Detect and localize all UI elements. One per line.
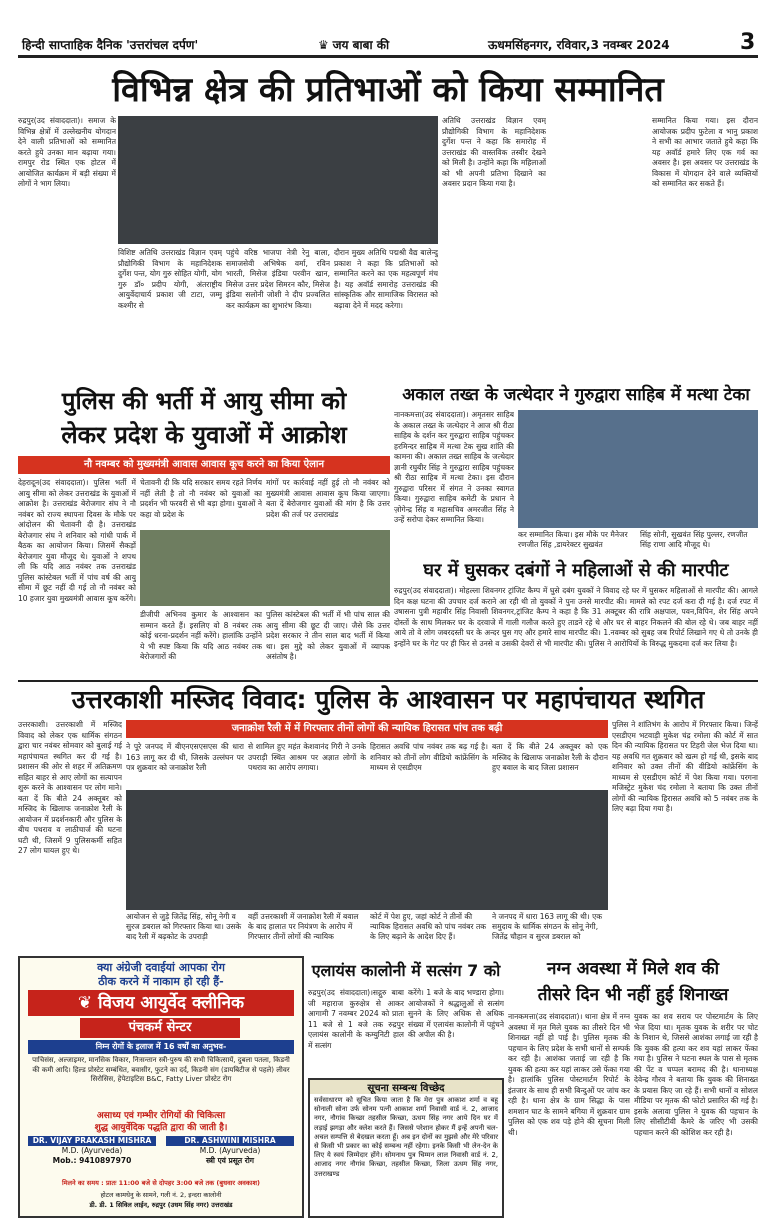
- date-line: ऊधमसिंहनगर, रविवार,3 नवम्बर 2024: [488, 38, 670, 52]
- story7-headline-line2: तीसरे दिन भी नहीं हुई शिनाख्त: [537, 985, 729, 1005]
- story2-headline-line1: पुलिस की भर्ती में आयु सीमा को: [61, 387, 347, 415]
- story1-col6: सम्मानित किया गया। इस दौरान आयोजक प्रदीप फुटेला व भानु प्रकाश ने सभी का आभार जताते हुये कहा कि यह अवॉर्ड हमारे लिए एक गर्व का अवसर है। इस अवसर पर उत्तराखंड के विकास में योगदान देने वाले व्यक्तियों को सम्मानित कर सकते हैं।: [652, 116, 758, 188]
- dr2-degree: M.D. (Ayurveda): [199, 1146, 261, 1155]
- dr1-degree: M.D. (Ayurveda): [61, 1146, 123, 1155]
- ad-top-line1: क्या अंग्रेजी दवाईयां आपका रोग: [97, 961, 225, 974]
- story2-subhead: नौ नवम्बर को मुख्यमंत्री आवास आवास कूच करने का किया ऐलान: [18, 456, 390, 474]
- notice-body: सर्वसाधारण को सूचित किया जाता है कि मेरा पुत्र आकाश शर्मा व बहू सोनाली सोना उर्फ सोनम पत्नी आकाश शर्मा निवासी वार्ड नं. 2, आजाद नगर, नौगांव किच्छा तहसील किच्छा, ऊधम सिंह नगर आये दिन घर में लड़ाई झगड़ा और क्लेश करते हैं। जिससे परेशान होकर मैं इन्हें अपनी चल-अचल सम्पत्ति से बेदखल करता हूँ। अब इन दोनों का मुझसे और मेरे परिवार से किसी भी प्रकार का कोई सम्बन्ध नहीं रहेगा। इनके किसी भी लेन-देन के लिए ये स्वयं जिम्मेदार होंगे। सोमनाथ पुत्र चिम्मन लाल निवासी वार्ड नं. 2, आजाद नगर नौगांव किच्छा, तहसील किच्छा, जिला ऊधम सिंह नगर, उत्तराखण्ड: [314, 1096, 498, 1178]
- ad-address1: होटल कामधेनु के सामने, गली नं. 2, इन्दरा कालोनी: [100, 1191, 222, 1199]
- story1-col1: रुद्रपुर(उद संवाददाता)। समाज के विभिन्न क्षेत्रों में उल्लेखनीय योगदान देने वाली प्रतिभाओं को सम्मानित करते हुये उनका मान बढ़ाया गया। रामपुर रोड स्थित एक होटल में आयोजित कार्यक्रम में बड़ी संख्या में लोगों ने भाग लिया।: [18, 116, 116, 188]
- story5-caption-c: कोर्ट में पेश हुए, जहां कोर्ट ने तीनों की न्यायिक हिरासत अवधि को पांच नवंबर तक के लिए बढ़ाने के आदेश दिए हैं।: [370, 912, 486, 941]
- story2-headline-line2: लेकर प्रदेश के युवाओं में आक्रोश: [61, 421, 347, 449]
- story3-headline: अकाल तख्त के जत्थेदार ने गुरुद्वारा साहिब में मत्था टेका: [402, 385, 750, 405]
- ad-timing: मिलने का समय : प्रातः 11:00 बजे से दोपहर 3:00 बजे तक (बुधवार अवकाश): [62, 1179, 260, 1187]
- award-photo: [118, 116, 438, 244]
- story2-col2: चेतावनी दी कि यदि सरकार समय रहते निर्णय नहीं लेती है तो नौ नवंबर को युवाओं का प्रदर्शन भी फरवरी से भी बड़ा होगा। युवाओं ने कहा वो प्रदेश के: [140, 478, 262, 519]
- story6-col1: रुद्रपुर(उद संवाददाता)।सद्गुरु बाबा जी महाराज कुरुक्षेत्र से आकर आगामी 7 नवम्बर 2024 को प्रातः 11 बजे से 1 बजे तक रुद्रपुर एलायंस कालोनी के कम्युनिटी हाल में सत्संग: [308, 988, 404, 1050]
- clinic-ad: [18, 956, 304, 1218]
- header-tagline: ♛ जय बाबा की: [318, 38, 390, 52]
- story4-headline: घर में घुसकर दबंगों ने महिलाओं से की मारपीट: [423, 560, 729, 581]
- story5-caption-a: आयोजन से जुड़े जितेंद्र सिंह, सोनू नेगी व सुरज डबराल को गिरफ्तार किया था। उसके बाद रैली में बढ़कोट के उपराड़ी: [126, 912, 242, 941]
- story5-col1: उत्तरकाशी। उत्तरकाशी में मस्जिद विवाद को लेकर एक धार्मिक संगठन द्वारा चार नवंबर सोमवार को बुलाई गई महापंचायत स्थगित कर दी गई है। प्रशासन की ओर से शहर में अतिक्रमण सहित बाहर से आए लोगों का सत्यापन शुरू करने के आश्वासन पर लोग माने। बता दें कि बीते 24 अक्तूबर को मस्जिद के खिलाफ जनाक्रोश रैली के आयोजन में प्रदर्शनकारी और पुलिस के बीच पथराव व लाठीचार्ज की घटना घटी थी, जिसमें 9 पुलिसकर्मी सहित 27 लोग घायल हुए थे।: [18, 720, 122, 855]
- story1-col5: अतिथि उत्तराखंड विज्ञान एवम् प्रौद्योगिकी विभाग के महानिदेशक दुर्गेश पन्त ने कहा कि समारोह में उत्तराखंड की वास्तविक तस्वीर देखने को मिली है। उन्होंने कहा कि महिलाओं को भी अपनी प्रतिभा दिखाने का अवसर प्रदान किया गया है।: [442, 116, 546, 188]
- ad-doctor2: [166, 1136, 294, 1176]
- page-header: [18, 30, 758, 58]
- story1-col4: दौरान मुख्य अतिथि पद्मश्री वैद्य बालेन्दु प्रकाश ने कहा कि प्रतिभाओं को सम्मानित करने का एक महत्वपूर्ण मंच है। यह अवॉर्ड समारोह उत्तराखंड की सांस्कृतिक और सामाजिक विरासत को बढ़ावा देने में मदद करेगा।: [334, 248, 438, 310]
- paper-name: हिन्दी साप्ताहिक दैनिक 'उत्तरांचल दर्पण': [22, 38, 199, 52]
- ad-services: पाचिसंस, अल्जाइमर, मानसिक विकार, निःसन्तान स्त्री-पुरुष की सभी चिकित्सायें, दुबला पतला, किडनी की कमी आदि। हिल्ड प्रोस्टेट सम्बंधित, बवासीर, फुटने का दर्द, किडनी संग (डायबिटीज से पहले) लीवर सिरोसिस, हेपेटाइटिस B&C, Fatty Liver प्रोस्टेट रोग: [32, 1056, 290, 1083]
- story5-col-mid1: ने पूरे जनपद में बीएनएसएसएस की धारा 163 लागू कर दी थी, जिसके उल्लंघन पर पत्र शुक्रवार को जनाक्रोश रैली: [126, 742, 244, 772]
- story3-caption-b: सिंह सोनी, सुखवंत सिंह पुल्लर, रणजीत सिंह राणा आदि मौजूद थे।: [640, 530, 748, 549]
- ad-experience: निम्न रोगों के इलाज में 16 वर्षों का अनुभव-: [28, 1040, 294, 1054]
- story5-caption-b: वहीं उत्तरकाशी में जनाक्रोश रैली में बवाल के बाद हालात पर नियंत्रण के आरोप में गिरफ्तार तीनों लोगों की न्यायिक: [248, 912, 359, 941]
- story7-headline-line1: नग्न अवस्था में मिले शव की: [547, 959, 719, 979]
- story5-subhead: जनाक्रोश रैली में में गिरफ्तार तीनों लोगों की न्यायिक हिरासत पांच तक बढ़ी: [126, 720, 608, 738]
- leaf-icon: ❦: [77, 993, 93, 1013]
- ad-subtitle: पंचकर्म सेन्टर: [80, 1018, 240, 1038]
- story5-headline: उत्तरकाशी मस्जिद विवाद: पुलिस के आश्वासन पर महापंचायत स्थगित: [18, 680, 758, 716]
- story2-col1: देहरादून(उद संवाददाता)। पुलिस भर्ती में आयु सीमा को लेकर उत्तराखंड के युवाओं में आक्रोश है। उत्तराखंड बेरोजगार संघ ने नौ नवंबर को राज्य स्थापना दिवस के मौके पर आंदोलन की चेतावनी दी है। उत्तराखंड बेरोजगार संघ ने शनिवार को गांधी पार्क में बैठक का आयोजन किया। जिसमें सैकड़ों बेरोजगार युवा मौजूद थे। युवाओं ने शपथ ली कि यदि आठ नवंबर तक उत्तराखंड पुलिस कांस्टेबल भर्ती में पांच वर्ष की आयु सीमा में छूट नहीं दी गई तो नौ नवंबर को 10 हजार युवा मुख्यमंत्री आवास कूच करेंगे।: [18, 478, 136, 603]
- dr1-name: DR. VIJAY PRAKASH MISHRA: [28, 1136, 156, 1146]
- dr1-mobile: Mob.: 9410897970: [52, 1156, 132, 1165]
- story5-col-mid2: से शामिल हुए महंत केशवानंद गिरी ने उनके उपराड़ी स्थित आश्रम पर अज्ञात लोगों के पथराव का आरोप लगाया।: [248, 742, 366, 772]
- rally-photo: [126, 790, 608, 910]
- page-number: 3: [740, 30, 756, 55]
- story1-col3: पहुंचे वरिष्ठ भाजपा नेत्री रेनु बाला, समाजसेवी अभिषेक वर्मा, रविन भारती, मिसेज इंडिया परवीन खान, मिसेज उत्तर प्रदेश सिमरन कौर, मिसेज इंडिया सलोनी जोशी ने दीप प्रज्वलित कर कार्यक्रम का शुभारंभ किया।: [226, 248, 330, 310]
- ad-doctor1: [28, 1136, 156, 1176]
- story2-col3: मांगों पर कार्रवाई नहीं हुई तो नौ नवंबर को मुख्यमंत्री आवास आवास कूच किया जाएगा। बता दें बेरोजगार युवाओं की मांग है कि उत्तर प्रदेश की तर्ज पर उत्तराखंड: [266, 478, 390, 519]
- story3-body: नानकमत्ता(उद संवाददाता)। अमृतसर साहिब के अकाल तख्त के जत्थेदार ने आज श्री रीठा साहिब के दर्शन कर गुरुद्वारा साहिब पहुंचकर हरमिन्दर साहिब में मत्था टेक सुख शांति की कामना की। अकाल तख्त साहिब के जत्थेदार ज्ञानी रघुबीर सिंह ने गुरुद्वारा साहिब पहुंचकर श्री रीठा साहिब में मत्था टेका। इस दौरान गुरुद्वारा परिसर में संगत ने उनका स्वागत किया। गुरुद्वारा साहिब कमेटी के प्रधान ने ज़ोगेन्द्र सिंह व महासचिव अमरजीत सिंह ने उन्हें सरोपा देकर सम्मानित किया।: [394, 410, 514, 524]
- story5-caption-d: ने जनपद में धारा 163 लागू की थी। एक समुदाय के धार्मिक संगठन के सोनू नेगी, जितेंद्र चौहान व सुरज डबराल को: [492, 912, 603, 941]
- story5-col-right: पुलिस ने शांतिभंग के आरोप में गिरफ्तार किया। जिन्हें एसडीएम भटवाड़ी मुकेश चंद्र रमोला की कोर्ट में सात दिन की न्यायिक हिरासत पर टिहरी जेल भेज दिया था। यह अवधि गत शुक्रवार को खत्म हो गई थी, इसके बाद शनिवार को उक्त तीनों की वीडियो कांफ्रेंसिंग के माध्यम से एसडीएम कोर्ट में पेश किया गया। परगना मजिस्ट्रेट मुकेश चंद रमोला ने बताया कि उक्त तीनों लोगों की न्यायिक हिरासत अवधि को 5 नवंबर तक के लिए बढ़ा दिया गया है।: [612, 720, 758, 813]
- story6-col2: करेंगे। 1 बजे के बाद भण्डारा होगा। आयोजकों ने श्रद्धालुओं से सत्संग सुनने के लिए अधिक से अधिक संख्या में एलायंस कालोनी में पहुंचने की अपील की है।: [408, 988, 504, 1039]
- story2-caption-b: पुलिस कांस्टेबल की भर्ती में भी पांच साल की आयु सीमा की छूट दी जाए। जैसे कि उत्तर प्रदेश सरकार ने तीन साल बाद भर्ती में किया था। इस मुद्दे को लेकर युवाओं में व्यापक असंतोष है।: [266, 610, 390, 661]
- story7-col2: युवक का शव सराय पर पोस्टमार्टम के लिए भेज दिया था। मृतक युवक के शरीर पर चोट के निशान थे, जिससे आशंका लगाई जा रही है कि युवक की हत्या कर शव यहां लाकर फेंका गया है। पुलिस ने घटना स्थल के पास से मृतक की पेंट व चप्पल बरामद की है। थानाध्यक्ष देवेन्द्र गौरव ने बताया कि युवक की शिनाख्त के प्रयास किए जा रहे हैं। सभी थानों व सोशल मीडिया पर मृतक की फोटो प्रसारित की गई है। इसके अलावा पुलिस ने युवक की पहचान के लिए सीसीटीवी कैमरे के जरिए भी उसकी पहचान करने की कोशिश कर रही है।: [634, 1012, 758, 1137]
- story3-caption-a: कर सम्मानित किया। इस मौके पर मैनेजर रणजीत सिंह ,डायरेक्टर सुखवंत: [518, 530, 628, 549]
- protest-photo: [140, 530, 390, 606]
- ad-top-line2: ठीक करने में नाकाम हो रही हैं-: [98, 975, 224, 988]
- dr2-speciality: स्त्री एवं प्रसूत रोग: [206, 1156, 254, 1165]
- story7-col1: नानकमत्ता(उद संवाददाता)। थाना क्षेत्र में नग्न अवस्था में मृत मिले युवक का तीसरे दिन भी शिनाख्त नहीं हो पाई है। पुलिस मृतक की पहचान के लिए प्रदेश के सभी थानों से सम्पर्क कर रही है। आशंका जताई जा रही है कि युवक की हत्या कर यहां लाकर उसे फेंका गया है। हालांकि पुलिस पोस्टमार्टम रिपोर्ट के इंतजार के साथ ही सभी बिन्दुओं पर जांच कर रही है। थाना क्षेत्र के ग्राम सिद्धा के पास शमशान घाट के सामने बगिया में शुक्रवार ग्राम पुलिस को एक शव पड़े होने की सूचना मिली थी।: [508, 1012, 630, 1137]
- story5-col-mid3: हिरासत अवधि पांच नवंबर तक बढ़ गई है। शनिवार को तीनों लोग वीडियो कांफ्रेंसिंग के माध्यम से एसडीएम: [370, 742, 488, 772]
- ad-address2: डी. डी. 1 सिविल लाईन, रुद्रपुर (उधम सिंह नगर) उत्तराखंड: [89, 1201, 233, 1209]
- dr2-name: DR. ASHWINI MISHRA: [166, 1136, 294, 1146]
- story1-headline: विभिन्न क्षेत्र की प्रतिभाओं को किया सम्मानित: [112, 70, 664, 110]
- ad-promo1: असाध्य एवं गम्भीर रोगियों की चिकित्सा: [96, 1111, 226, 1121]
- gurudwara-photo: [518, 410, 758, 528]
- ad-promo2: शुद्ध आयुर्वेदिक पद्धति द्वारा की जाती है।: [94, 1123, 228, 1133]
- story4-body: रुद्रपुर(उद संवाददाता)। मोहल्ला शिवनगर ट्रांजिट कैम्प में घुसे दबंग युवकों ने विवाद रहे घर में घुसकर महिलाओं से मारपीट की। आगले दिन कक्ष घटना की उपचार दर्ज कराने आ रही थी तो युवकों ने पुनः उनसे मारपीट की। मामले को रपट दर्ज करा दी गई है। दर्ज रपट में उषासना पुत्री महावीर सिंह निवासी शिवनगर,ट्रांजिट कैम्प ने कहा है कि 31 अक्टूबर की रात्रि अक्षपाल, पवन,विपिन, शेर सिंह अपने दोस्तों के साथ मिलकर घर के दरवाजे में गाली गलौज करते हुए ताडने रहे थे और घर से बाहर निकलने की बोल रहे थे। जब बाहर नहीं आये तो वे लोग जबरदस्ती घर के अन्दर घुस गए और हमारे साथ मारपीट की। 1.नवम्बर को सुबह जब रिपोर्ट लिखाने गए थे तो उनके ही इन्होंने घर के गेट पर ही फिर से उनसे व उसकी देवरों से भी मारपीट की। पुलिस ने आरोपियों के विरुद्ध मुकदमा दर्ज कर लिया है।: [394, 586, 758, 648]
- story2-caption-a: डीजीपी अभिनव कुमार के आश्वासन का सम्मान करते हैं। इसलिए वो 8 नवंबर तक कोई धरना-प्रदर्शन नहीं करेंगे। हालांकि उन्होंने ये भी स्पष्ट किया कि यदि आठ नवंबर तक बेरोजगारों की: [140, 610, 262, 661]
- notice-box: [308, 1078, 504, 1218]
- notice-title: सूचना सम्बन्ध विच्छेद: [310, 1080, 502, 1094]
- story5-col-mid4: बता दें कि बीते 24 अक्तूबर को एक मस्जिद के खिलाफ जनाक्रोश रैली के दौरान हुए बवाल के बाद जिला प्रशासन: [492, 742, 608, 772]
- ad-clinic-name: ❦ विजय आयुर्वेद क्लीनिक: [28, 990, 294, 1016]
- story6-headline: एलायंस कालोनी में सत्संग 7 को: [311, 961, 501, 980]
- deity-icon: ♛: [318, 38, 329, 52]
- story1-col2: विशिष्ट अतिथि उत्तराखंड विज्ञान एवम् प्रौद्योगिकी विभाग के महानिदेशक दुर्गेश पन्त, योग गुरु सोहित योगी, योग गुरु डॉ० प्रदीप योगी, अंतराष्ट्रीय आयुर्वेदाचार्य प्रकाश जी टाटा, जम्मू कश्मीर से: [118, 248, 222, 310]
